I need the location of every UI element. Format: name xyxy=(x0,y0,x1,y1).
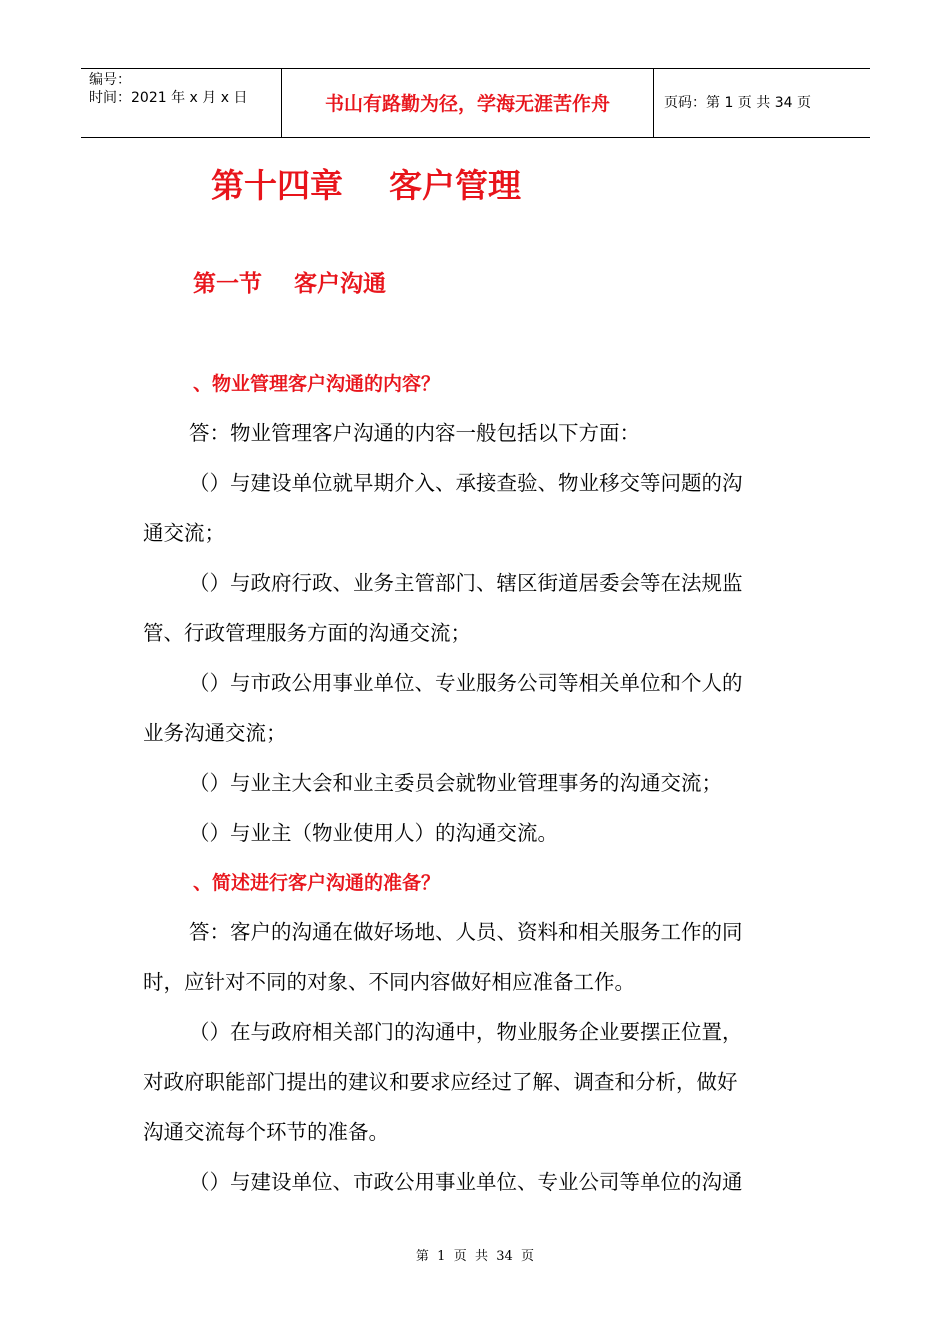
text-line: 业务沟通交流； xyxy=(143,721,287,745)
text-line: 管、行政管理服务方面的沟通交流； xyxy=(143,621,471,645)
text-line: 沟通交流每个环节的准备。 xyxy=(143,1120,389,1144)
paragraph-item-6 xyxy=(143,1007,810,1157)
question-heading-2: 、简述进行客户沟通的准备？ xyxy=(193,872,441,894)
question-heading-1: 、物业管理客户沟通的内容？ xyxy=(193,373,441,395)
header-motto: 书山有路勤为径，学海无涯苦作舟 xyxy=(324,93,610,115)
text-line: 答：物业管理客户沟通的内容一般包括以下方面： xyxy=(189,421,640,445)
paragraph-item-4 xyxy=(143,758,810,808)
text-line: 通交流； xyxy=(143,521,225,545)
header-page-cell xyxy=(654,69,870,137)
section-title: 第一节 客户沟通 xyxy=(193,270,387,297)
document-number-label: 编号： xyxy=(89,72,131,88)
text-line: 时，应针对不同的对象、不同内容做好相应准备工作。 xyxy=(143,970,635,994)
text-line: （）在与政府相关部门的沟通中，物业服务企业要摆正位置， xyxy=(189,1020,743,1044)
paragraph-item-1 xyxy=(143,458,810,558)
paragraph-answer-1-intro xyxy=(143,408,810,458)
paragraph-item-7 xyxy=(143,1157,810,1207)
chapter-title: 第十四章 客户管理 xyxy=(211,166,521,205)
paragraph-item-3 xyxy=(143,658,810,758)
text-line: （）与政府行政、业务主管部门、辖区街道居委会等在法规监 xyxy=(189,571,743,595)
text-line: 答：客户的沟通在做好场地、人员、资料和相关服务工作的同 xyxy=(189,920,743,944)
text-line: 对政府职能部门提出的建议和要求应经过了解、调查和分析，做好 xyxy=(143,1070,738,1094)
page-header xyxy=(81,68,870,138)
page-footer: 第 1 页 共 34 页 xyxy=(415,1249,535,1264)
header-meta-cell xyxy=(81,69,282,137)
paragraph-item-5 xyxy=(143,808,810,858)
text-line: （）与业主（物业使用人）的沟通交流。 xyxy=(189,821,558,845)
header-motto-cell xyxy=(282,69,654,137)
header-page-number: 页码：第 1 页 共 34 页 xyxy=(664,95,811,111)
text-line: （）与业主大会和业主委员会就物业管理事务的沟通交流； xyxy=(189,771,722,795)
text-line: （）与市政公用事业单位、专业服务公司等相关单位和个人的 xyxy=(189,671,743,695)
text-line: （）与建设单位、市政公用事业单位、专业公司等单位的沟通 xyxy=(189,1170,743,1194)
text-line: （）与建设单位就早期介入、承接查验、物业移交等问题的沟 xyxy=(189,471,743,495)
paragraph-item-2 xyxy=(143,558,810,658)
paragraph-answer-2-intro xyxy=(143,907,810,1007)
document-time-label: 时间：2021 年 x 月 x 日 xyxy=(89,90,248,106)
